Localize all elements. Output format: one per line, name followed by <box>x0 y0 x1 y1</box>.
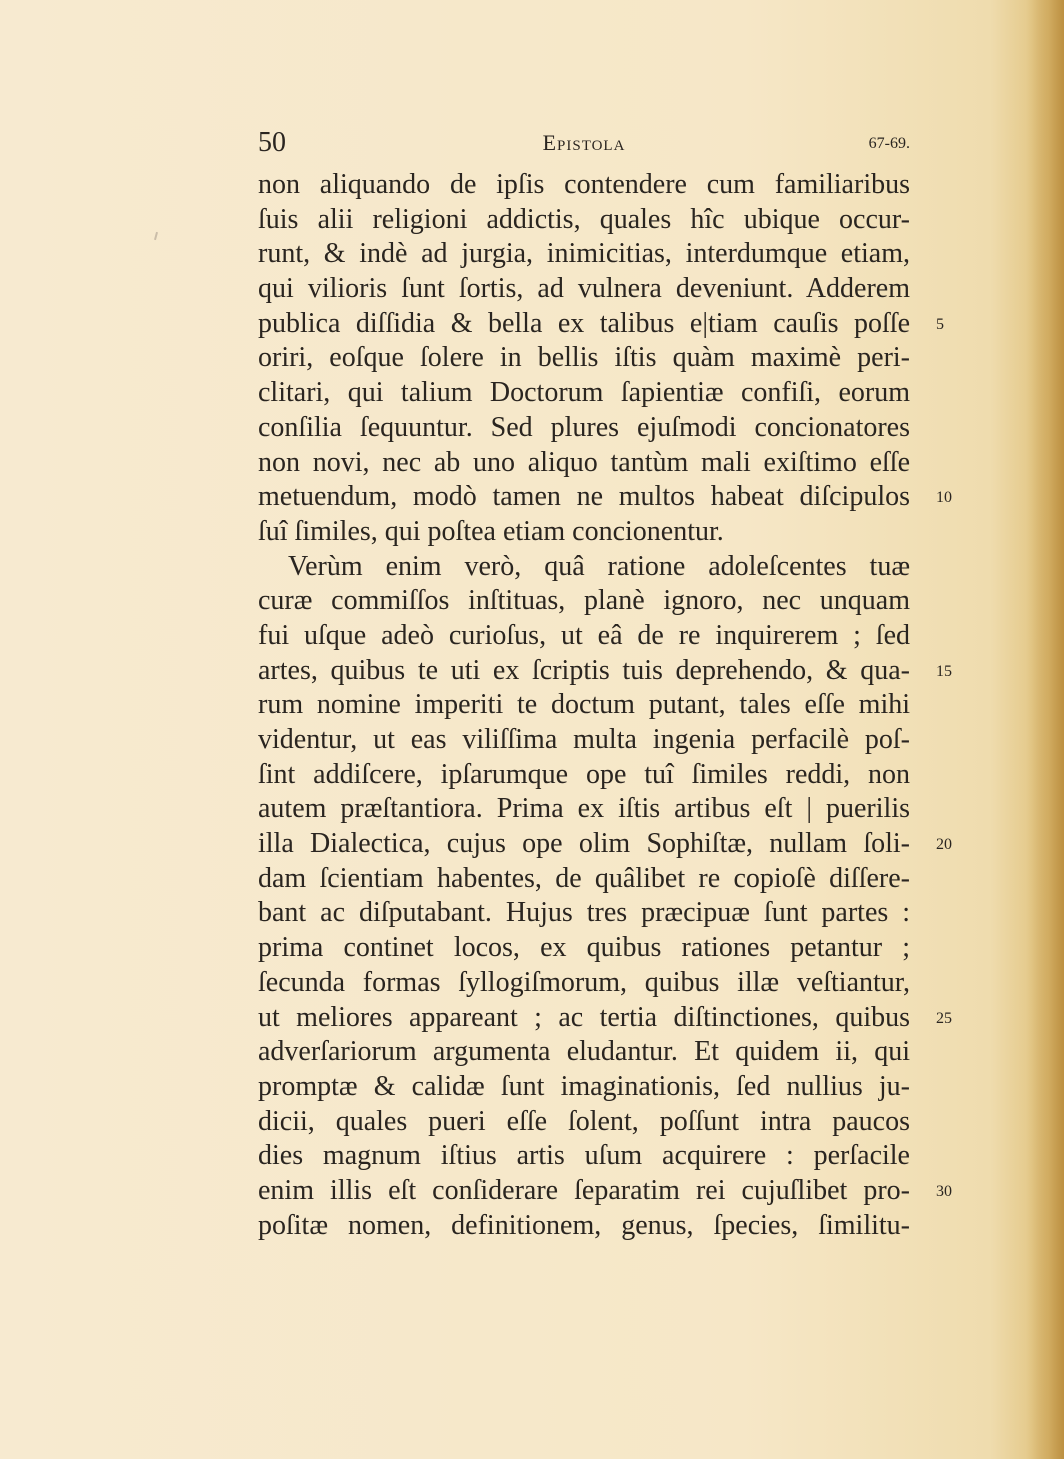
text-line: metuendum, modò tamen ne multos habeat diſcipulos <box>258 481 910 513</box>
line-number: 15 <box>936 663 952 680</box>
page-number: 50 <box>258 127 286 158</box>
text-line: videntur, ut eas viliſſima multa ingenia perfacilè poſ- <box>258 724 910 755</box>
text-line: adverſariorum argumenta eludantur. Et quidem ii, qui <box>258 1036 910 1068</box>
text-line: runt, & indè ad jurgia, inimicitias, interdumque etiam, <box>258 238 910 270</box>
text-line: bant ac diſputabant. Hujus tres præcipuæ ſunt partes : <box>258 897 910 929</box>
text-line: ſuis alii religioni addictis, quales hîc ubique occur- <box>258 203 910 235</box>
text-line: autem præſtantiora. Prima ex iſtis artibus eſt | puerilis <box>258 793 910 825</box>
line-number: 25 <box>936 1010 952 1027</box>
text-line: poſitæ nomen, definitionem, genus, ſpecies, ſimilitu- <box>258 1209 910 1241</box>
line-number: 5 <box>936 316 944 333</box>
section-reference: 67-69. <box>868 135 910 152</box>
text-line: dicii, quales pueri eſſe ſolent, poſſunt intra paucos <box>258 1105 910 1137</box>
text-line: qui vilioris ſunt ſortis, ad vulnera deveniunt. Adderem <box>258 273 910 305</box>
text-line: conſilia ſequuntur. Sed plures ejuſmodi concionatores <box>258 411 910 443</box>
text-line: Verùm enim verò, quâ ratione adoleſcentes tuæ <box>288 550 910 582</box>
text-line: prima continet locos, ex quibus rationes petantur ; <box>258 932 910 964</box>
text-line: promptæ & calidæ ſunt imaginationis, ſed nullius ju- <box>258 1070 910 1102</box>
text-line: rum nomine imperiti te doctum putant, tales eſſe mihi <box>258 689 910 721</box>
page-edge-shadow <box>1026 0 1064 1459</box>
text-line: ſecunda formas ſyllogiſmorum, quibus illæ veſtiantur, <box>258 966 910 998</box>
paper-blemish <box>154 232 158 240</box>
text-line: publica diſſidia & bella ex talibus e|tiam cauſis poſſe <box>258 307 910 339</box>
body-text <box>258 168 910 1243</box>
running-title: Epistola <box>542 130 626 155</box>
text-line: enim illis eſt conſiderare ſeparatim rei cujuſlibet pro- <box>258 1174 910 1206</box>
text-line: fui uſque adeò curioſus, ut eâ de re inquirerem ; ſed <box>258 619 910 651</box>
text-line: dies magnum iſtius artis uſum acquirere : perſacile <box>258 1140 910 1172</box>
line-number: 20 <box>936 836 952 853</box>
text-line: artes, quibus te uti ex ſcriptis tuis deprehendo, & qua- <box>258 654 910 686</box>
text-line: non aliquando de ipſis contendere cum familiaribus <box>258 169 910 200</box>
line-number: 10 <box>936 489 952 506</box>
text-line: ſuî ſimiles, qui poſtea etiam concionentur. <box>258 515 724 547</box>
text-line: illa Dialectica, cujus ope olim Sophiſtæ, nullam ſoli- <box>258 828 910 860</box>
text-line: curæ commiſſos inſtituas, planè ignoro, nec unquam <box>258 585 910 617</box>
text-line: ut meliores appareant ; ac tertia diſtinctiones, quibus <box>258 1001 910 1033</box>
text-line: non novi, nec ab uno aliquo tantùm mali exiſtimo eſſe <box>258 446 910 478</box>
text-line: clitari, qui talium Doctorum ſapientiæ confiſi, eorum <box>258 377 910 409</box>
text-line: ſint addiſcere, ipſarumque ope tuî ſimiles reddi, non <box>258 758 910 790</box>
text-line: dam ſcientiam habentes, de quâlibet re copioſè diſſere- <box>258 862 910 894</box>
running-header <box>258 128 910 158</box>
text-line: oriri, eoſque ſolere in bellis iſtis quàm maximè peri- <box>258 342 910 374</box>
line-number: 30 <box>936 1183 952 1200</box>
